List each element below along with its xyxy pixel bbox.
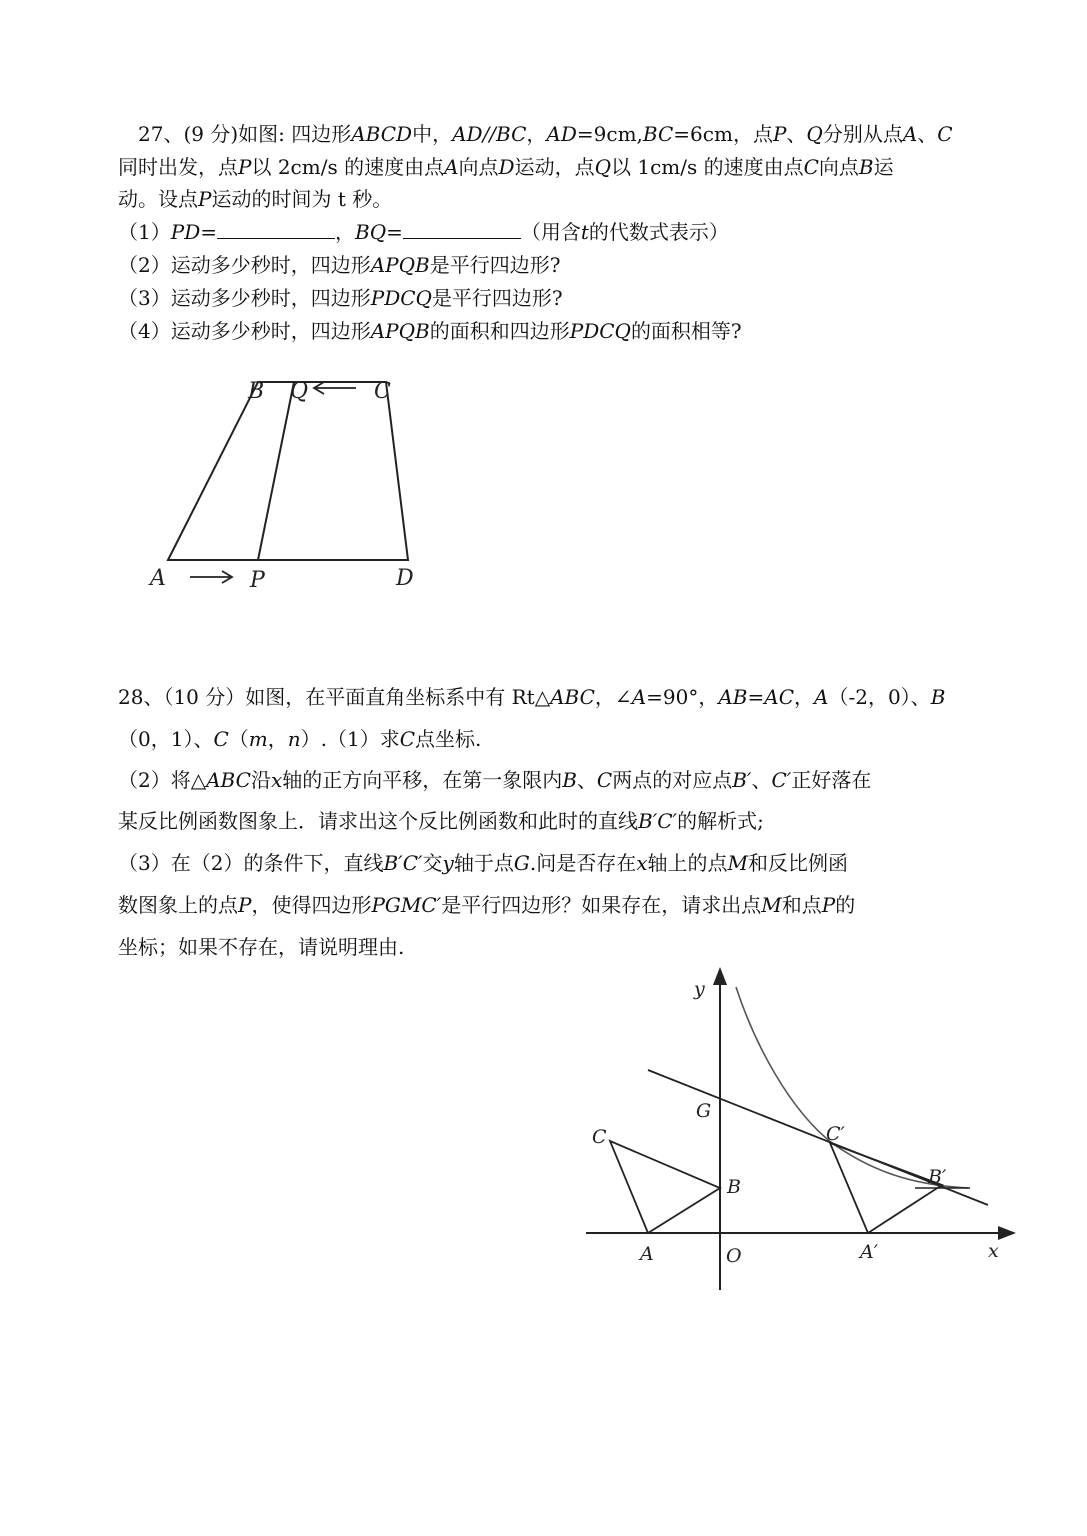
q27-part-4: （4）运动多少秒时，四边形APQB的面积和四边形PDCQ的面积相等?	[118, 319, 742, 343]
q27-part-3: （3）运动多少秒时，四边形PDCQ是平行四边形?	[118, 286, 563, 310]
q28-line-1: 28、（10 分）如图，在平面直角坐标系中有 Rt△ABC，∠A=90°，AB=AC，A（-2，0）、B	[118, 685, 946, 709]
label-y: y	[694, 978, 705, 1000]
label-p: P	[250, 568, 265, 593]
answer-blank-pd[interactable]	[217, 220, 335, 239]
label-c: C	[374, 379, 391, 404]
q27-part-2: （2）运动多少秒时，四边形APQB是平行四边形?	[118, 253, 561, 277]
segment-pq	[258, 382, 294, 560]
q27-trapezoid-figure	[140, 370, 440, 600]
label-a: A	[150, 566, 166, 591]
q27-part-1: （1）PD= ，BQ= （用含t的代数式表示）	[118, 220, 729, 244]
q28-line-6: 数图象上的点P，使得四边形PGMC′是平行四边形？如果存在，请求出点M和点P的	[118, 893, 856, 917]
label-g: G	[696, 1100, 712, 1122]
q28-line-5: （3）在（2）的条件下，直线B′C′交y轴于点G.问是否存在x轴上的点M和反比例函	[118, 851, 848, 875]
q27-line-3: 动。设点P运动的时间为 t 秒。	[118, 187, 393, 211]
q28-line-2: （0，1）、C（m，n）.（1）求C点坐标.	[118, 727, 482, 751]
x-axis-arrow-icon	[998, 1226, 1016, 1240]
label-b-prime: B′	[928, 1166, 947, 1188]
label-c-prime: C′	[826, 1123, 845, 1145]
label-c: C	[592, 1126, 607, 1148]
triangle-abc	[610, 1141, 720, 1233]
label-o: O	[726, 1245, 742, 1267]
q27-line-2: 同时出发，点P以 2cm/s 的速度由点A向点D运动，点Q以 1cm/s 的速度由点C向点B运	[118, 155, 894, 179]
label-x: x	[988, 1240, 999, 1262]
q28-line-7: 坐标；如果不存在，请说明理由.	[118, 935, 405, 959]
label-d: D	[396, 566, 414, 591]
y-axis-arrow-icon	[713, 967, 727, 985]
inverse-proportion-curve	[736, 987, 968, 1188]
label-a-prime: A′	[860, 1241, 879, 1263]
label-a: A	[640, 1243, 654, 1265]
label-q: Q	[290, 379, 309, 404]
label-b: B	[727, 1176, 741, 1198]
q28-line-3: （2）将△ABC沿x轴的正方向平移，在第一象限内B、C两点的对应点B′、C′正好落在	[118, 768, 872, 792]
label-b: B	[248, 379, 265, 404]
q28-line-4: 某反比例函数图象上．请求出这个反比例函数和此时的直线B′C′的解析式;	[118, 809, 764, 833]
answer-blank-bq[interactable]	[403, 220, 521, 239]
q27-line-1: 27、(9 分)如图: 四边形ABCD中，AD//BC，AD=9cm,BC=6cm，点P、Q分别从点A、C	[138, 122, 953, 146]
q28-coordinate-figure	[570, 955, 1040, 1300]
